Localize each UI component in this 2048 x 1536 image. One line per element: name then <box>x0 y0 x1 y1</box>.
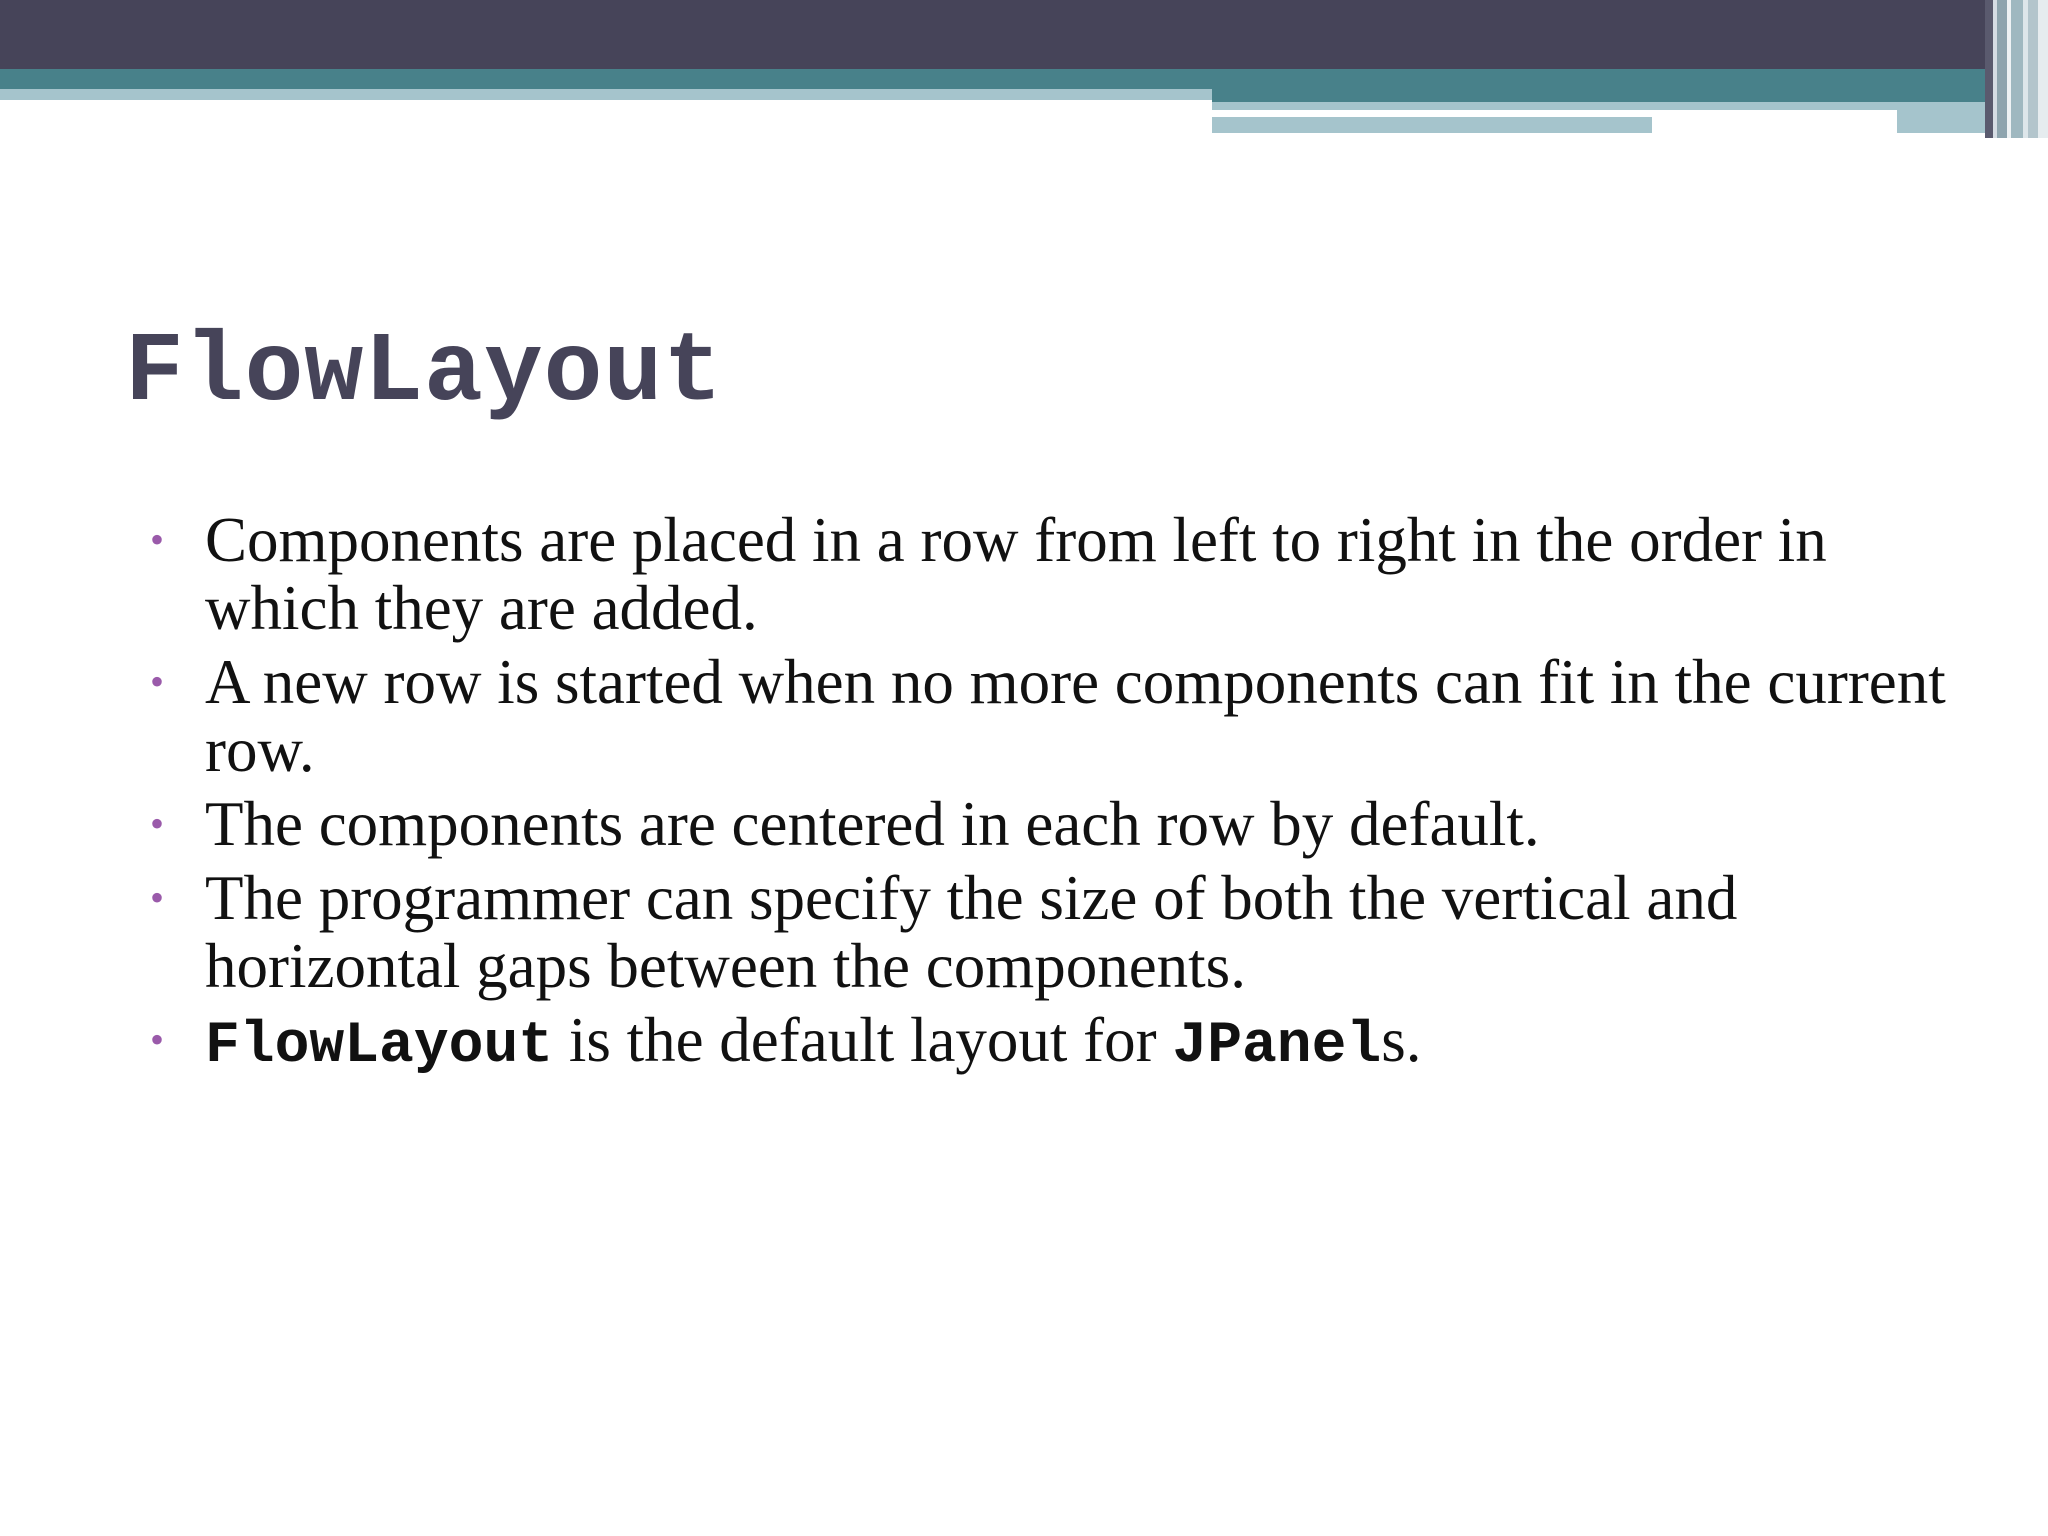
bullet-text: The programmer can specify the size of both the vertical and horizontal gaps between the components. <box>205 863 1738 1001</box>
code-flowlayout: FlowLayout <box>205 1014 554 1079</box>
bullet-item <box>150 864 1970 1000</box>
slide-title: FlowLayout <box>125 318 724 429</box>
bullet-item <box>150 506 1970 642</box>
header-light-band-lower <box>1212 117 1652 133</box>
header-light-band <box>0 89 1212 100</box>
bullet-marker: • <box>150 875 165 920</box>
header-corner-stripes <box>1985 0 2048 138</box>
bullet-item <box>150 1006 1970 1081</box>
code-jpanel: JPanel <box>1172 1014 1382 1079</box>
bullet-text-part: s. <box>1381 1005 1422 1075</box>
bullet-item <box>150 790 1970 858</box>
header-teal-band-right <box>1212 69 2048 102</box>
bullet-list <box>150 506 1970 1087</box>
bullet-marker: • <box>150 517 165 562</box>
bullet-marker: • <box>150 801 165 846</box>
header-light-band-right <box>1212 102 2048 110</box>
bullet-item <box>150 648 1970 784</box>
bullet-text: Components are placed in a row from left to right in the order in which they are added. <box>205 505 1827 643</box>
header-white-stripe <box>1212 110 1897 117</box>
bullet-text: A new row is started when no more components can fit in the current row. <box>205 647 1946 785</box>
bullet-marker: • <box>150 659 165 704</box>
bullet-marker: • <box>150 1017 165 1062</box>
bullet-text-part: is the default layout for <box>553 1005 1173 1075</box>
header-teal-band <box>0 69 1212 89</box>
bullet-text: The components are centered in each row by default. <box>205 789 1540 859</box>
header-dark-band <box>0 0 2048 69</box>
